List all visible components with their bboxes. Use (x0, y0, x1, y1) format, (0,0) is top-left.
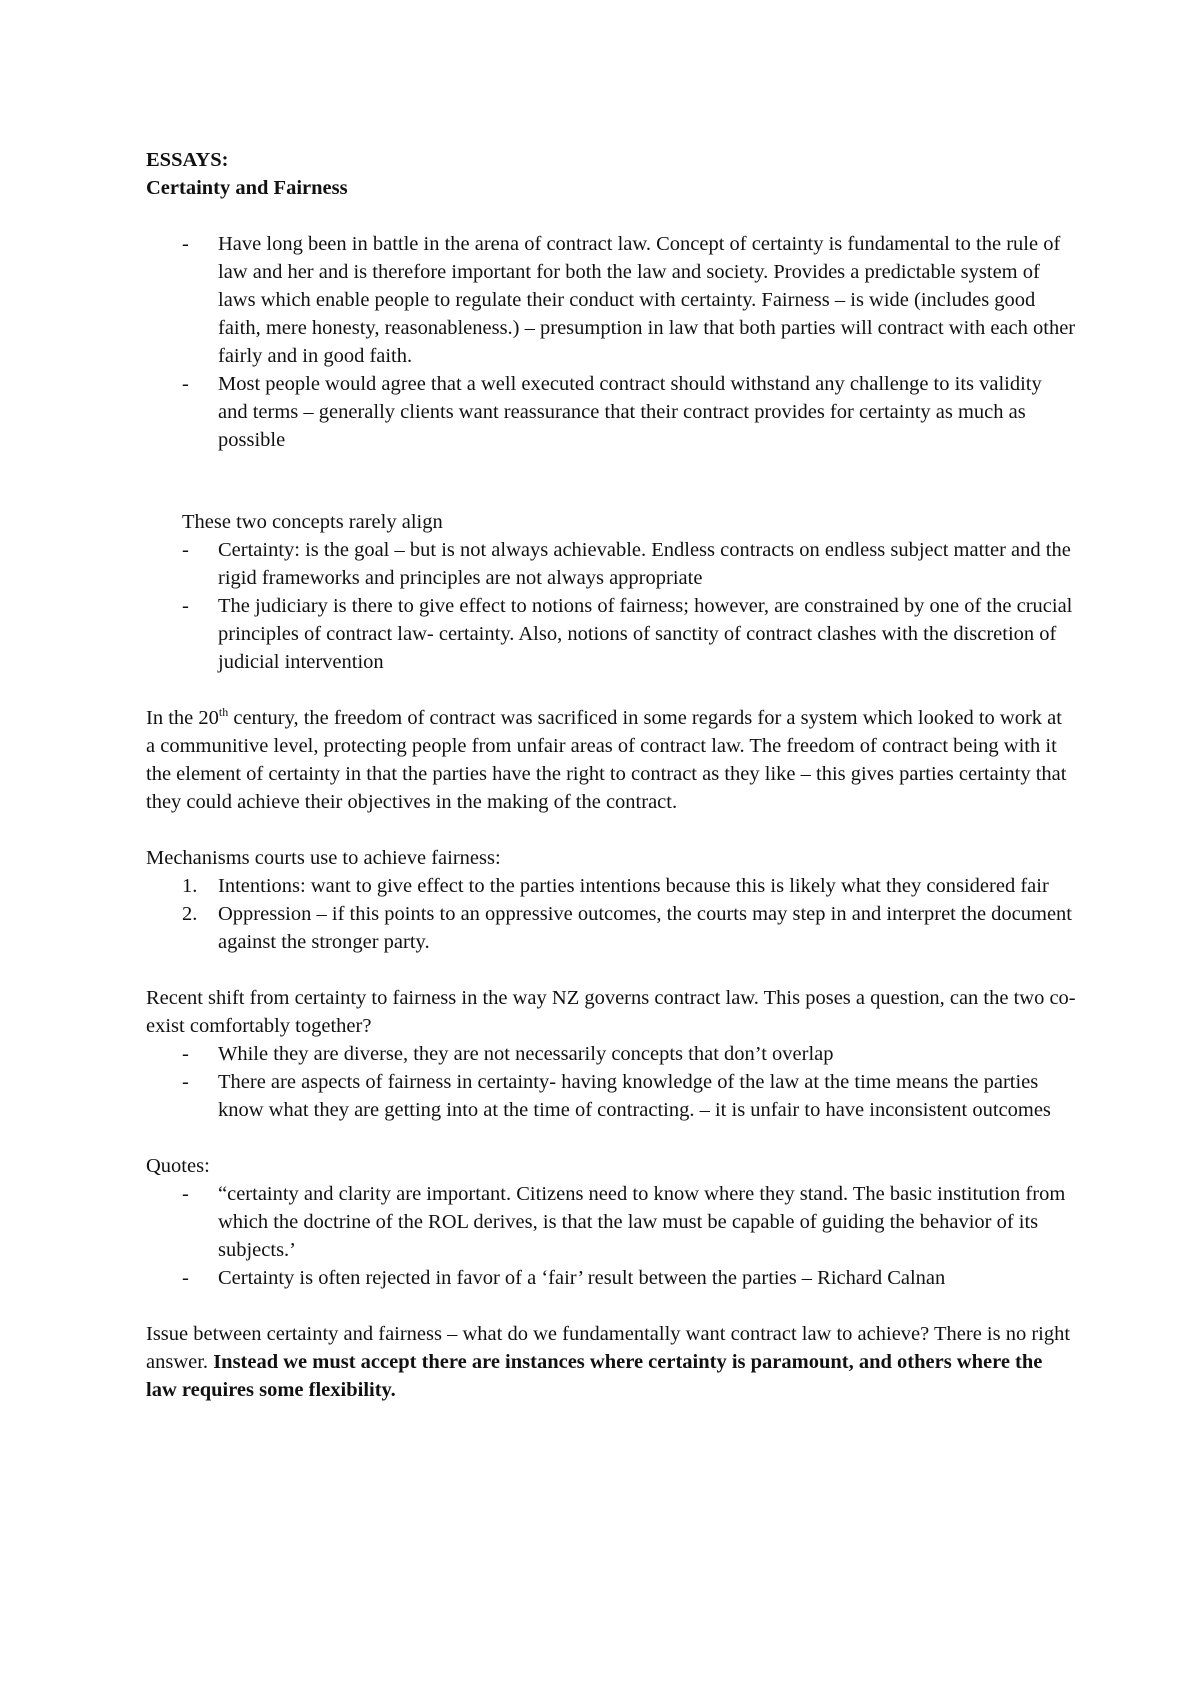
list-item-text: There are aspects of fairness in certainty- having knowledge of the law at the time means the parties know what they are getting into at the time of contracting. – it is unfair to have inconsistent outcomes (218, 1071, 1051, 1121)
bullet-dash: - (182, 539, 189, 561)
list-item (146, 230, 1076, 370)
list-item (146, 370, 1076, 454)
conclusion-paragraph (146, 1320, 1076, 1404)
list-item (146, 1264, 1076, 1292)
list-item-text: While they are diverse, they are not necessarily concepts that don’t overlap (218, 1043, 834, 1065)
list-item (146, 536, 1076, 592)
intro-bullet-list (146, 230, 1076, 454)
list-item (146, 900, 1076, 956)
shift-bullet-list (146, 1040, 1076, 1124)
list-item (146, 592, 1076, 676)
document-body (146, 146, 1076, 1404)
list-item (146, 1040, 1076, 1068)
list-item-text: The judiciary is there to give effect to notions of fairness; however, are constrained by one of the crucial principles of contract law- certainty. Also, notions of sanctity of contract clashes with the discretion of judicial intervention (218, 595, 1073, 673)
quotes-bullet-list (146, 1180, 1076, 1292)
essays-heading: ESSAYS: (146, 149, 229, 171)
list-item-text: “certainty and clarity are important. Citizens need to know where they stand. The basic institution from which the doctrine of the ROL derives, is that the law must be capable of guiding the behavior of its subjects.’ (218, 1183, 1066, 1261)
list-item (146, 872, 1076, 900)
list-item-text: Most people would agree that a well executed contract should withstand any challenge to its validity and terms – generally clients want reassurance that their contract provides for certainty as much as possible (218, 373, 1042, 451)
paragraph-text-start: In the 20 (146, 707, 219, 729)
bullet-dash: - (182, 1043, 189, 1065)
list-number: 1. (182, 875, 198, 897)
list-item (146, 1068, 1076, 1124)
quotes-heading: Quotes: (146, 1155, 210, 1177)
list-number: 2. (182, 903, 198, 925)
bullet-dash: - (182, 373, 189, 395)
list-item-text: Certainty: is the goal – but is not always achievable. Endless contracts on endless subject matter and the rigid frameworks and principles are not always appropriate (218, 539, 1071, 589)
list-item-text: Intentions: want to give effect to the parties intentions because this is likely what they considered fair (218, 875, 1049, 897)
bullet-dash: - (182, 1071, 189, 1093)
shift-paragraph: Recent shift from certainty to fairness in the way NZ governs contract law. This poses a question, can the two co-exist comfortably together? (146, 987, 1076, 1037)
mechanisms-intro: Mechanisms courts use to achieve fairness: (146, 847, 501, 869)
bullet-dash: - (182, 1183, 189, 1205)
bullet-dash: - (182, 233, 189, 255)
mechanisms-numbered-list (146, 872, 1076, 956)
list-item-text: Have long been in battle in the arena of contract law. Concept of certainty is fundamental to the rule of law and her and is therefore important for both the law and society. Provides a predictable system of laws which enable people to regulate their conduct with certainty. Fairness – is wide (includes good faith, mere honesty, reasonableness.) – presumption in law that both parties will contract with each other fairly and in good faith. (218, 233, 1076, 367)
concepts-bullet-list (146, 536, 1076, 676)
list-item-text: Certainty is often rejected in favor of a ‘fair’ result between the parties – Richard Calnan (218, 1267, 946, 1289)
conclusion-bold-text: Instead we must accept there are instances where certainty is paramount, and others where the law requires some flexibility. (146, 1351, 1043, 1401)
essay-title: Certainty and Fairness (146, 177, 348, 199)
ordinal-superscript: th (218, 705, 229, 720)
freedom-paragraph (146, 704, 1076, 816)
bullet-dash: - (182, 1267, 189, 1289)
bullet-dash: - (182, 595, 189, 617)
list-item-text: Oppression – if this points to an oppressive outcomes, the courts may step in and interpret the document against the stronger party. (218, 903, 1073, 953)
paragraph-text-rest: century, the freedom of contract was sacrificed in some regards for a system which looked to work at a communitive level, protecting people from unfair areas of contract law. The freedom of contract being with it the element of certainty in that the parties have the right to contract as they like – this gives parties certainty that they could achieve their objectives in the making of the contract. (146, 707, 1067, 813)
concepts-intro: These two concepts rarely align (182, 511, 443, 533)
conclusion-text: Issue between certainty and fairness – what do we fundamentally want contract law to achieve? There is no right answer. (146, 1323, 1071, 1373)
list-item (146, 1180, 1076, 1264)
